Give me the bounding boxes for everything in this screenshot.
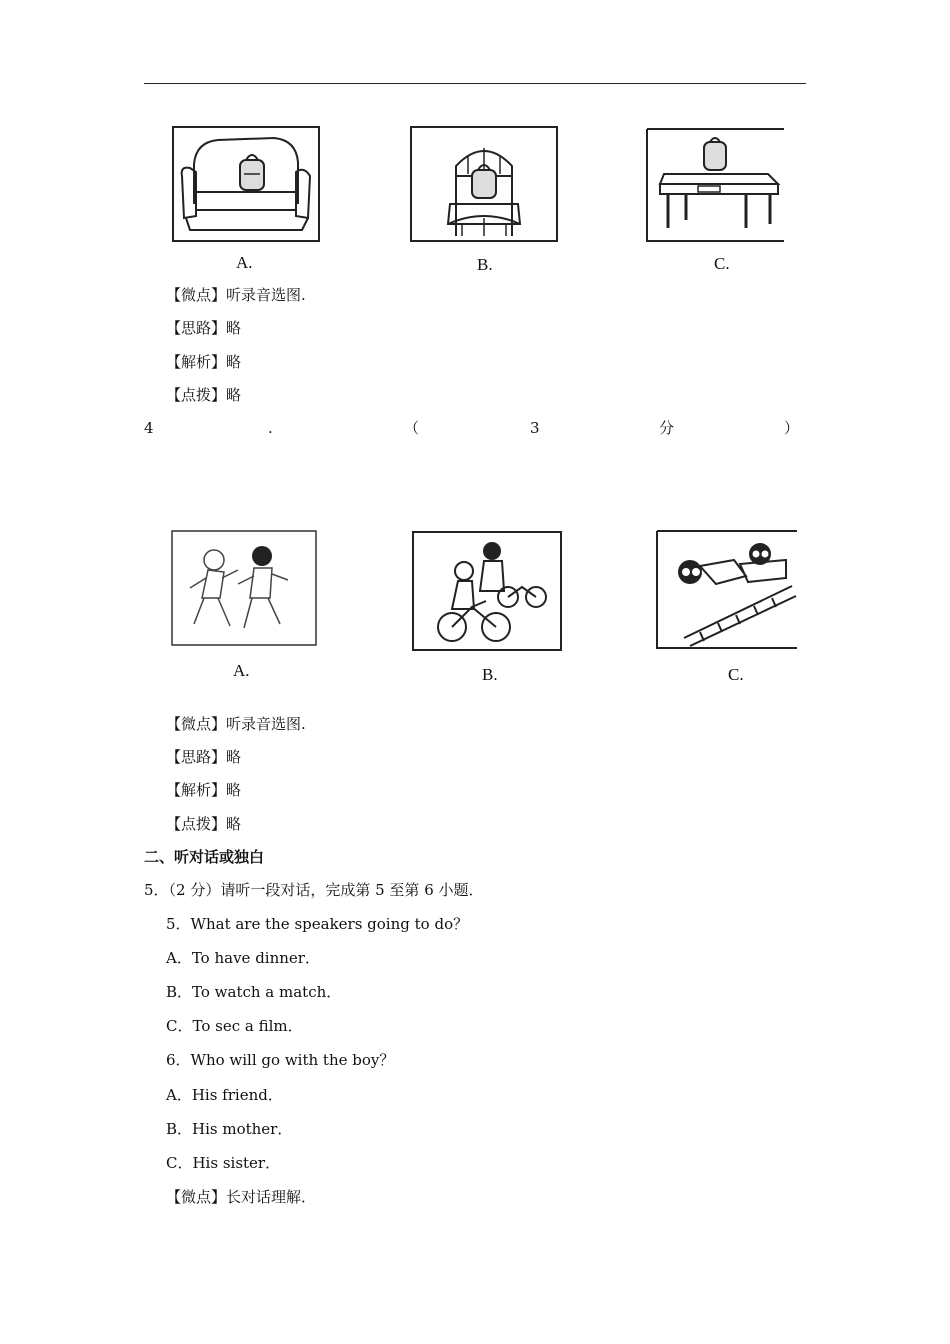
q4-dot: . — [268, 419, 273, 437]
option-b-label-q4: B. — [482, 665, 498, 684]
option-b-cycling-picture — [412, 531, 562, 653]
q4-paren-open: （ — [404, 419, 420, 437]
option-a-sofa-picture — [172, 126, 320, 244]
children-running-icon — [168, 530, 320, 648]
q3-dianbo: 【点拨】略 — [166, 386, 242, 404]
q4-score: 3 — [530, 419, 540, 437]
q5-intro: 5．（2 分）请听一段对话，完成第 5 至第 6 小题． — [144, 881, 484, 899]
q5-option-a: A．To have dinner． — [166, 949, 320, 967]
option-a-label: A. — [236, 253, 253, 272]
q5-weidian: 【微点】长对话理解． — [166, 1188, 317, 1206]
q6-option-a: A．His friend． — [166, 1086, 283, 1104]
table-with-backpack-icon — [646, 128, 786, 244]
q4-dianbo: 【点拨】略 — [166, 815, 242, 833]
sofa-with-backpack-icon — [172, 126, 320, 244]
q6-option-c: C．His sister． — [166, 1154, 281, 1172]
option-c-climbing-picture — [656, 530, 798, 650]
section-title: 二、听对话或独白 — [144, 848, 265, 866]
q4-silu: 【思路】略 — [166, 748, 242, 766]
bed-with-backpack-icon — [410, 126, 558, 244]
option-b-label: B. — [477, 255, 493, 274]
children-cycling-icon — [412, 531, 562, 653]
q6-question: 6．Who will go with the boy？ — [166, 1051, 395, 1069]
q6-option-b: B．His mother． — [166, 1120, 293, 1138]
option-c-label-q4: C. — [728, 665, 744, 684]
option-c-table-picture — [646, 128, 786, 244]
option-b-bed-picture — [410, 126, 558, 244]
q3-jiexi: 【解析】略 — [166, 353, 242, 371]
q3-silu: 【思路】略 — [166, 319, 242, 337]
q4-jiexi: 【解析】略 — [166, 781, 242, 799]
q4-fen: 分 — [659, 419, 675, 437]
q3-weidian: 【微点】听录音选图. — [166, 286, 306, 304]
q5-option-c: C．To sec a film． — [166, 1017, 303, 1035]
option-a-running-picture — [168, 530, 320, 648]
q4-weidian: 【微点】听录音选图. — [166, 715, 306, 733]
q5-option-b: B．To watch a match． — [166, 983, 342, 1001]
q4-paren-close: ） — [784, 419, 800, 437]
q4-number: 4 — [144, 419, 154, 437]
q5-question: 5．What are the speakers going to do？ — [166, 915, 469, 933]
option-a-label-q4: A. — [233, 661, 250, 680]
header-rule — [144, 83, 806, 84]
option-c-label: C. — [714, 254, 730, 273]
children-climbing-icon — [656, 530, 798, 650]
